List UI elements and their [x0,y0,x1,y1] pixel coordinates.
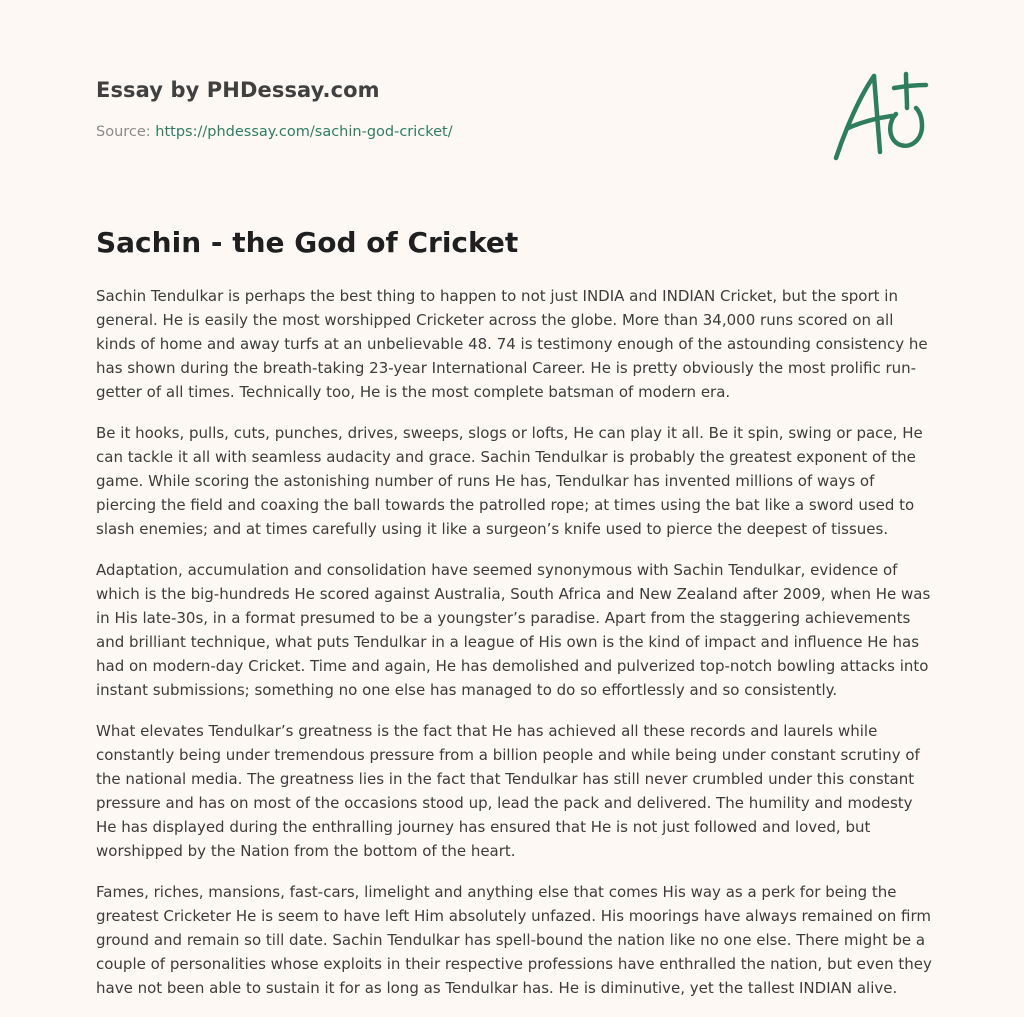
essay-paragraph: Sachin Tendulkar is perhaps the best thing to happen to not just INDIA and INDIAN Cricket, but the sport in general. He is easily the most worshipped Cricketer across the globe. More than 34,000 runs scored on all kinds of home and away turfs at an unbelievable 48. 74 is testimony enough of the astounding consistency he has shown during the breath-taking 23-year International Career. He is pretty obviously the most prolific run-getter of all times. Technically too, He is the most complete batsman of modern era. [96,287,928,401]
essay-paragraph: Fames, riches, mansions, fast-cars, limelight and anything else that comes His way as a perk for being the greatest Cricketer He is seem to have left Him absolutely unfazed. His moorings have always remained on firm ground and remain so till date. Sachin Tendulkar has spell-bound the nation like no one else. There might be a couple of personalities whose exploits in their respective professions have enthralled the nation, but even they have not been able to sustain it for as long as Tendulkar has. He is diminutive, yet the tallest INDIAN alive. [96,883,932,997]
source-link[interactable]: https://phdessay.com/sachin-god-cricket/ [155,124,453,140]
source-line [96,124,453,140]
essay-paragraph: Be it hooks, pulls, cuts, punches, drives, sweeps, slogs or lofts, He can play it all. Be it spin, swing or pace, He can tackle it all with seamless audacity and grace. Sachin Tendulkar is probably the greatest exponent of the game. While scoring the astonishing number of runs He has, Tendulkar has invented millions of ways of piercing the field and coaxing the ball towards the patrolled rope; at times using the bat like a sword used to slash enemies; and at times carefully using it like a surgeon’s knife used to pierce the deepest of tissues. [96,424,923,538]
source-label: Source: [96,124,156,140]
essay-paragraph: Adaptation, accumulation and consolidation have seemed synonymous with Sachin Tendulkar, evidence of which is the big-hundreds He scored against Australia, South Africa and New Zealand after 2009, when He was in His late-30s, in a format presumed to be a youngster’s paradise. Apart from the staggering achievements and brilliant technique, what puts Tendulkar in a league of His own is the kind of impact and influence He has had on modern-day Cricket. Time and again, He has demolished and pulverized top-notch bowling attacks into instant submissions; something no one else has managed to do so effortlessly and so consistently. [96,561,931,699]
page-header [96,0,928,200]
essay-body [96,284,932,1017]
brand-title: Essay by PHDessay.com [96,78,380,102]
a-plus-logo-icon [822,66,934,166]
essay-paragraph: What elevates Tendulkar’s greatness is the fact that He has achieved all these records and laurels while constantly being under tremendous pressure from a billion people and while being under constant scrutiny of the national media. The greatness lies in the fact that Tendulkar has still never crumbled under this constant pressure and has on most of the occasions stood up, lead the pack and delivered. The humility and modesty He has displayed during the enthralling journey has ensured that He is not just followed and loved, but worshipped by the Nation from the bottom of the heart. [96,722,920,860]
essay-title: Sachin - the God of Cricket [96,226,519,259]
